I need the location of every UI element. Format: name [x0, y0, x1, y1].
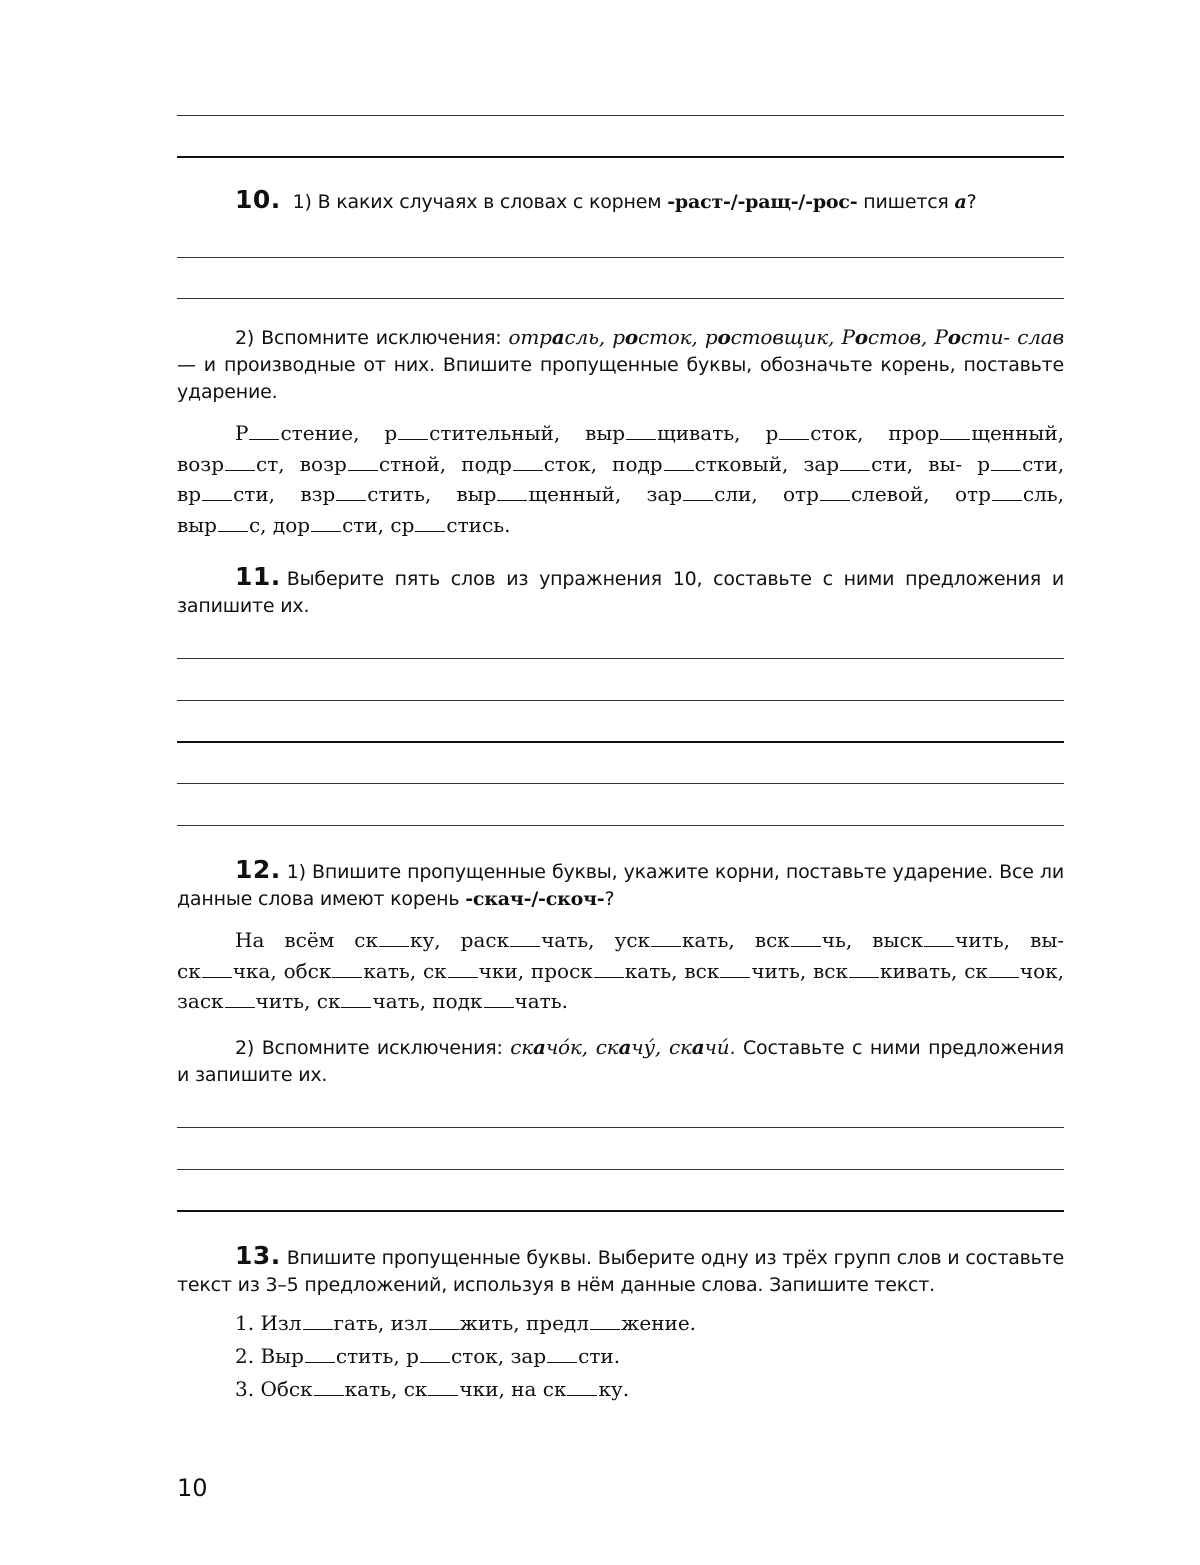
- gapped-word: [872, 928, 1010, 952]
- highlighted-letter: о: [717, 325, 731, 349]
- word-part: стовщик,: [730, 325, 835, 349]
- blank-gap: [225, 991, 255, 1008]
- gapped-word: [964, 959, 1064, 983]
- word-part: на ск: [511, 1377, 567, 1401]
- exercise-10-question-1: 10. 1) В каких случаях в словах с корнем -раст-/-ращ-/-рос- пишется а?: [235, 185, 977, 214]
- gapped-word: [461, 452, 597, 476]
- gapped-word: [765, 421, 863, 445]
- word-part: отр: [508, 325, 552, 349]
- word-part: зар: [803, 451, 840, 476]
- word-part: стить,: [367, 482, 432, 506]
- page-number: 10: [177, 1474, 208, 1502]
- blank-gap: [664, 454, 694, 471]
- gapped-word: [235, 421, 359, 445]
- exercise-13: 13. Впишите пропущенные буквы. Выберите одну из трёх групп слов и составьте текст из 3–5 предложений, используя в нём данные слова. Запишите текст.: [177, 1241, 1064, 1296]
- word-part: чь,: [821, 928, 853, 952]
- word-part: жить,: [459, 1311, 520, 1335]
- gapped-word: [300, 452, 446, 476]
- word-part: кать,: [363, 958, 417, 983]
- gapped-word: [813, 959, 957, 983]
- gapped-word: [803, 452, 913, 476]
- exercise-10-words: [177, 418, 1064, 540]
- word-part: гать,: [333, 1311, 385, 1335]
- word-part: чать.: [514, 989, 568, 1013]
- gapped-word: [783, 482, 930, 506]
- word-part: р: [704, 325, 718, 349]
- word-part: вр: [177, 482, 202, 506]
- exception-word: [509, 325, 605, 349]
- word-part: слав: [1017, 325, 1064, 349]
- answer-line: [177, 298, 1064, 299]
- answer-line: [177, 156, 1064, 158]
- word-part: кать,: [682, 928, 735, 952]
- word-part: вы-: [928, 451, 963, 476]
- word-part: Изл: [260, 1311, 302, 1335]
- word-part: Обск: [260, 1377, 313, 1401]
- blank-gap: [626, 423, 656, 440]
- word-part: ск: [354, 928, 378, 952]
- blank-gap: [303, 1313, 333, 1330]
- word-part: отр: [783, 482, 819, 506]
- word-part: вы-: [1030, 928, 1065, 952]
- root-marker: -скач-/-скоч-: [465, 888, 605, 910]
- word-part: щивать,: [657, 421, 741, 445]
- word-part: раск: [460, 928, 510, 952]
- word-part: стов,: [867, 325, 928, 349]
- word-part: ск: [964, 958, 988, 983]
- item-number: 2.: [235, 1344, 255, 1368]
- gapped-word: [510, 1344, 620, 1368]
- word-group: [235, 1311, 696, 1335]
- highlighted-letter: о: [947, 325, 961, 349]
- word-part: щенный,: [971, 421, 1065, 445]
- word-part: чать,: [372, 989, 426, 1013]
- word-part: На всём: [235, 928, 335, 952]
- exercise-12-question-1: 12. 1) Впишите пропущенные буквы, укажите корни, поставьте ударение. Все ли данные слова имеют корень -скач-/-скоч-?: [177, 855, 1064, 910]
- highlighted-letter: о: [854, 325, 868, 349]
- highlighted-letter: а: [691, 1035, 705, 1059]
- gapped-word: [1030, 928, 1064, 952]
- word-part: сток,: [638, 325, 698, 349]
- blank-gap: [484, 991, 514, 1008]
- answer-line: [177, 825, 1064, 826]
- word-part: Р: [235, 421, 249, 445]
- word-part: выск: [872, 928, 924, 952]
- exception-word: [596, 1035, 661, 1059]
- word-part: с,: [248, 512, 267, 537]
- word-part: сль,: [1022, 482, 1065, 506]
- word-part: уск: [614, 928, 651, 952]
- word-part: зар: [646, 482, 683, 506]
- gapped-word: [612, 452, 788, 476]
- item-number: 3.: [235, 1377, 255, 1401]
- blank-gap: [311, 515, 341, 532]
- gapped-word: [646, 482, 757, 506]
- gapped-word: [300, 482, 431, 506]
- blank-gap: [567, 1379, 597, 1396]
- gapped-word: [177, 959, 277, 983]
- exception-word: [669, 1035, 729, 1059]
- word-part: сти.: [578, 1344, 621, 1368]
- highlighted-letter: а: [533, 1035, 546, 1059]
- blank-gap: [202, 484, 232, 501]
- word-part: р: [612, 325, 625, 349]
- blank-gap: [448, 961, 478, 978]
- word-part: ср: [390, 512, 415, 537]
- word-part: кать,: [624, 958, 678, 983]
- word-part: зар: [510, 1344, 547, 1368]
- word-part: стной,: [378, 451, 447, 476]
- word-part: взр: [300, 482, 336, 506]
- word-part: подк: [432, 989, 483, 1013]
- gapped-word: [755, 928, 852, 952]
- blank-gap: [428, 1379, 458, 1396]
- blank-gap: [779, 423, 809, 440]
- word-part: ск: [669, 1035, 692, 1059]
- word-part: Р: [841, 325, 855, 349]
- word-part: заск: [177, 989, 224, 1013]
- answer-line: [177, 1127, 1064, 1128]
- word-part: обск: [283, 958, 332, 983]
- word-part: р: [384, 421, 398, 445]
- word-part: чки,: [459, 1377, 505, 1401]
- gapped-word: [177, 513, 267, 537]
- word-part: стись.: [446, 512, 511, 537]
- gapped-word: [391, 1311, 520, 1335]
- word-part: сток,: [450, 1344, 505, 1368]
- answer-line: [177, 783, 1064, 784]
- blank-gap: [547, 1346, 577, 1363]
- exercise-12-words: [177, 925, 1064, 1017]
- word-part: сти,: [1022, 451, 1065, 476]
- gapped-word: [955, 482, 1064, 506]
- gapped-word: [260, 1311, 384, 1335]
- word-part: изл: [390, 1311, 428, 1335]
- word-part: выр: [177, 512, 217, 537]
- blank-gap: [348, 454, 378, 471]
- word-part: чить,: [255, 989, 311, 1013]
- gapped-word: [977, 452, 1064, 476]
- blank-gap: [225, 454, 255, 471]
- blank-gap: [940, 423, 970, 440]
- gapped-word: [457, 482, 622, 506]
- gapped-word: [888, 421, 1064, 445]
- word-group: [235, 1377, 629, 1401]
- word-part: вск: [813, 958, 849, 983]
- word-part: ск: [595, 1035, 619, 1059]
- exercise-number: 10.: [235, 185, 281, 214]
- answer-line: [177, 1169, 1064, 1170]
- answer-line: [177, 700, 1064, 701]
- word-part: отр: [954, 482, 991, 506]
- word-group: [235, 1344, 620, 1368]
- word-part: ск: [510, 1035, 534, 1059]
- blank-gap: [341, 991, 371, 1008]
- exceptions-list: [509, 325, 1064, 349]
- word-part: стковый,: [694, 451, 789, 476]
- gapped-word: [461, 928, 595, 952]
- word-part: ск: [316, 989, 341, 1013]
- exception-word: [705, 325, 834, 349]
- highlighted-letter: а: [551, 325, 565, 349]
- gapped-word: [260, 1344, 399, 1368]
- word-part: предл: [525, 1311, 589, 1335]
- highlighted-letter: а: [618, 1035, 632, 1059]
- gapped-word: [684, 959, 806, 983]
- word-part: сток,: [810, 421, 864, 445]
- word-part: сли,: [714, 482, 758, 506]
- word-part: ку,: [409, 928, 441, 952]
- gapped-word: [511, 1377, 629, 1401]
- gapped-word: [404, 1377, 505, 1401]
- word-part: ст,: [256, 451, 285, 476]
- blank-gap: [497, 484, 527, 501]
- exercise-11: 11. Выберите пять слов из упражнения 10, составьте с ними предложения и запишите их.: [177, 562, 1064, 617]
- gapped-word: [928, 452, 962, 476]
- word-part: слевой,: [850, 482, 930, 506]
- gapped-word: [585, 421, 740, 445]
- word-part: ск: [177, 958, 201, 983]
- word-part: подр: [612, 451, 663, 476]
- word-part: Выр: [260, 1344, 304, 1368]
- exercise-number: 13.: [235, 1241, 281, 1270]
- word-part: выр: [585, 421, 626, 445]
- blank-gap: [218, 515, 248, 532]
- blank-gap: [336, 484, 366, 501]
- word-part: выр: [456, 482, 497, 506]
- gapped-word: [384, 421, 560, 445]
- gapped-word: [423, 959, 524, 983]
- blank-gap: [683, 484, 713, 501]
- blank-gap: [924, 930, 954, 947]
- word-part: вск: [684, 958, 720, 983]
- word-part: чить,: [751, 958, 807, 983]
- gapped-word: [354, 928, 440, 952]
- blank-gap: [429, 1313, 459, 1330]
- exception-word: [510, 1035, 588, 1059]
- exercise-12-question-2: 2) Вспомните исключения: скачо́к, скачу́, скачи́. Составьте с ними предложения и запишите их.: [177, 1035, 1064, 1086]
- highlighted-letter: о: [624, 325, 639, 349]
- gapped-word: [177, 452, 285, 476]
- blank-gap: [820, 484, 850, 501]
- word-part: щенный,: [528, 482, 622, 506]
- word-part: чок,: [1019, 958, 1065, 983]
- answer-line: [177, 257, 1064, 258]
- gapped-word: [273, 513, 384, 537]
- exercise-10-question-2: 2) Вспомните исключения: отрасль, росток, ростовщик, Ростов, Рости- слав — и производные от них. Впишите пропущенные буквы, обозначьте корень, поставьте ударение.: [177, 325, 1064, 403]
- word-part: ск: [403, 1377, 428, 1401]
- gapped-word: [615, 928, 735, 952]
- answer-line: [177, 658, 1064, 659]
- word-part: сток,: [543, 451, 597, 476]
- blank-gap: [720, 961, 750, 978]
- gapped-word: [317, 989, 426, 1013]
- blank-gap: [398, 423, 428, 440]
- word-part: сти,: [871, 451, 914, 476]
- word-part: р: [406, 1344, 419, 1368]
- blank-gap: [314, 1379, 344, 1396]
- gapped-word: [260, 1377, 397, 1401]
- word-part: р: [977, 451, 991, 476]
- word-part: стить,: [335, 1344, 400, 1368]
- blank-gap: [989, 961, 1019, 978]
- gapped-word: [526, 1311, 696, 1335]
- word-part: кать,: [344, 1377, 398, 1401]
- blank-gap: [202, 961, 232, 978]
- word-part: сти-: [960, 325, 1010, 349]
- word-part: ку.: [598, 1377, 630, 1401]
- word-part: вск: [754, 928, 790, 952]
- word-part: сль,: [564, 325, 605, 349]
- word-part: чо́к,: [545, 1035, 588, 1059]
- blank-gap: [651, 930, 681, 947]
- blank-gap: [332, 961, 362, 978]
- word-part: жение.: [620, 1311, 697, 1335]
- word-part: возр: [299, 451, 347, 476]
- exceptions-list: [510, 1035, 729, 1059]
- word-part: р: [765, 421, 779, 445]
- gapped-word: [284, 959, 417, 983]
- word-part: чать,: [541, 928, 595, 952]
- blank-gap: [594, 961, 624, 978]
- blank-gap: [840, 454, 870, 471]
- word-part: проск: [530, 958, 593, 983]
- gapped-word: [531, 959, 678, 983]
- word-part: дор: [272, 512, 311, 537]
- item-number: 1.: [235, 1311, 255, 1335]
- gapped-word: [390, 513, 510, 537]
- exercise-number: 11.: [235, 562, 281, 591]
- word-part: чка,: [232, 958, 277, 983]
- word-part: чи́: [704, 1035, 730, 1059]
- gapped-word: [177, 989, 310, 1013]
- blank-gap: [510, 930, 540, 947]
- word-part: чки,: [478, 958, 525, 983]
- exercise-number: 12.: [235, 855, 281, 884]
- blank-gap: [992, 484, 1022, 501]
- gapped-word: [432, 989, 568, 1013]
- word-part: стительный,: [429, 421, 561, 445]
- blank-gap: [379, 930, 409, 947]
- root-marker: -раст-/-ращ-/-рос-: [667, 191, 858, 213]
- blank-gap: [249, 423, 279, 440]
- word-part: подр: [461, 451, 512, 476]
- blank-gap: [415, 515, 445, 532]
- answer-line: [177, 115, 1064, 116]
- blank-gap: [791, 930, 821, 947]
- answer-line: [177, 1210, 1064, 1212]
- word-part: кивать,: [880, 958, 958, 983]
- word-part: сти,: [233, 482, 276, 506]
- blank-gap: [849, 961, 879, 978]
- blank-gap: [420, 1346, 450, 1363]
- word-part: Р: [934, 325, 948, 349]
- blank-gap: [991, 454, 1021, 471]
- exception-word: [841, 325, 927, 349]
- word-part: чить,: [955, 928, 1011, 952]
- word-part: ск: [422, 958, 447, 983]
- word-part: чу́,: [631, 1035, 662, 1059]
- exception-word: [1017, 325, 1064, 349]
- blank-gap: [305, 1346, 335, 1363]
- word-part: возр: [177, 451, 225, 476]
- word-part: стение,: [280, 421, 360, 445]
- exception-word: [934, 325, 1009, 349]
- gapped-word: [406, 1344, 504, 1368]
- blank-gap: [590, 1313, 620, 1330]
- word-part: сти,: [342, 512, 385, 537]
- gapped-word: [177, 482, 275, 506]
- exception-word: [612, 325, 697, 349]
- word-part: прор: [888, 421, 940, 445]
- answer-line: [177, 741, 1064, 743]
- blank-gap: [513, 454, 543, 471]
